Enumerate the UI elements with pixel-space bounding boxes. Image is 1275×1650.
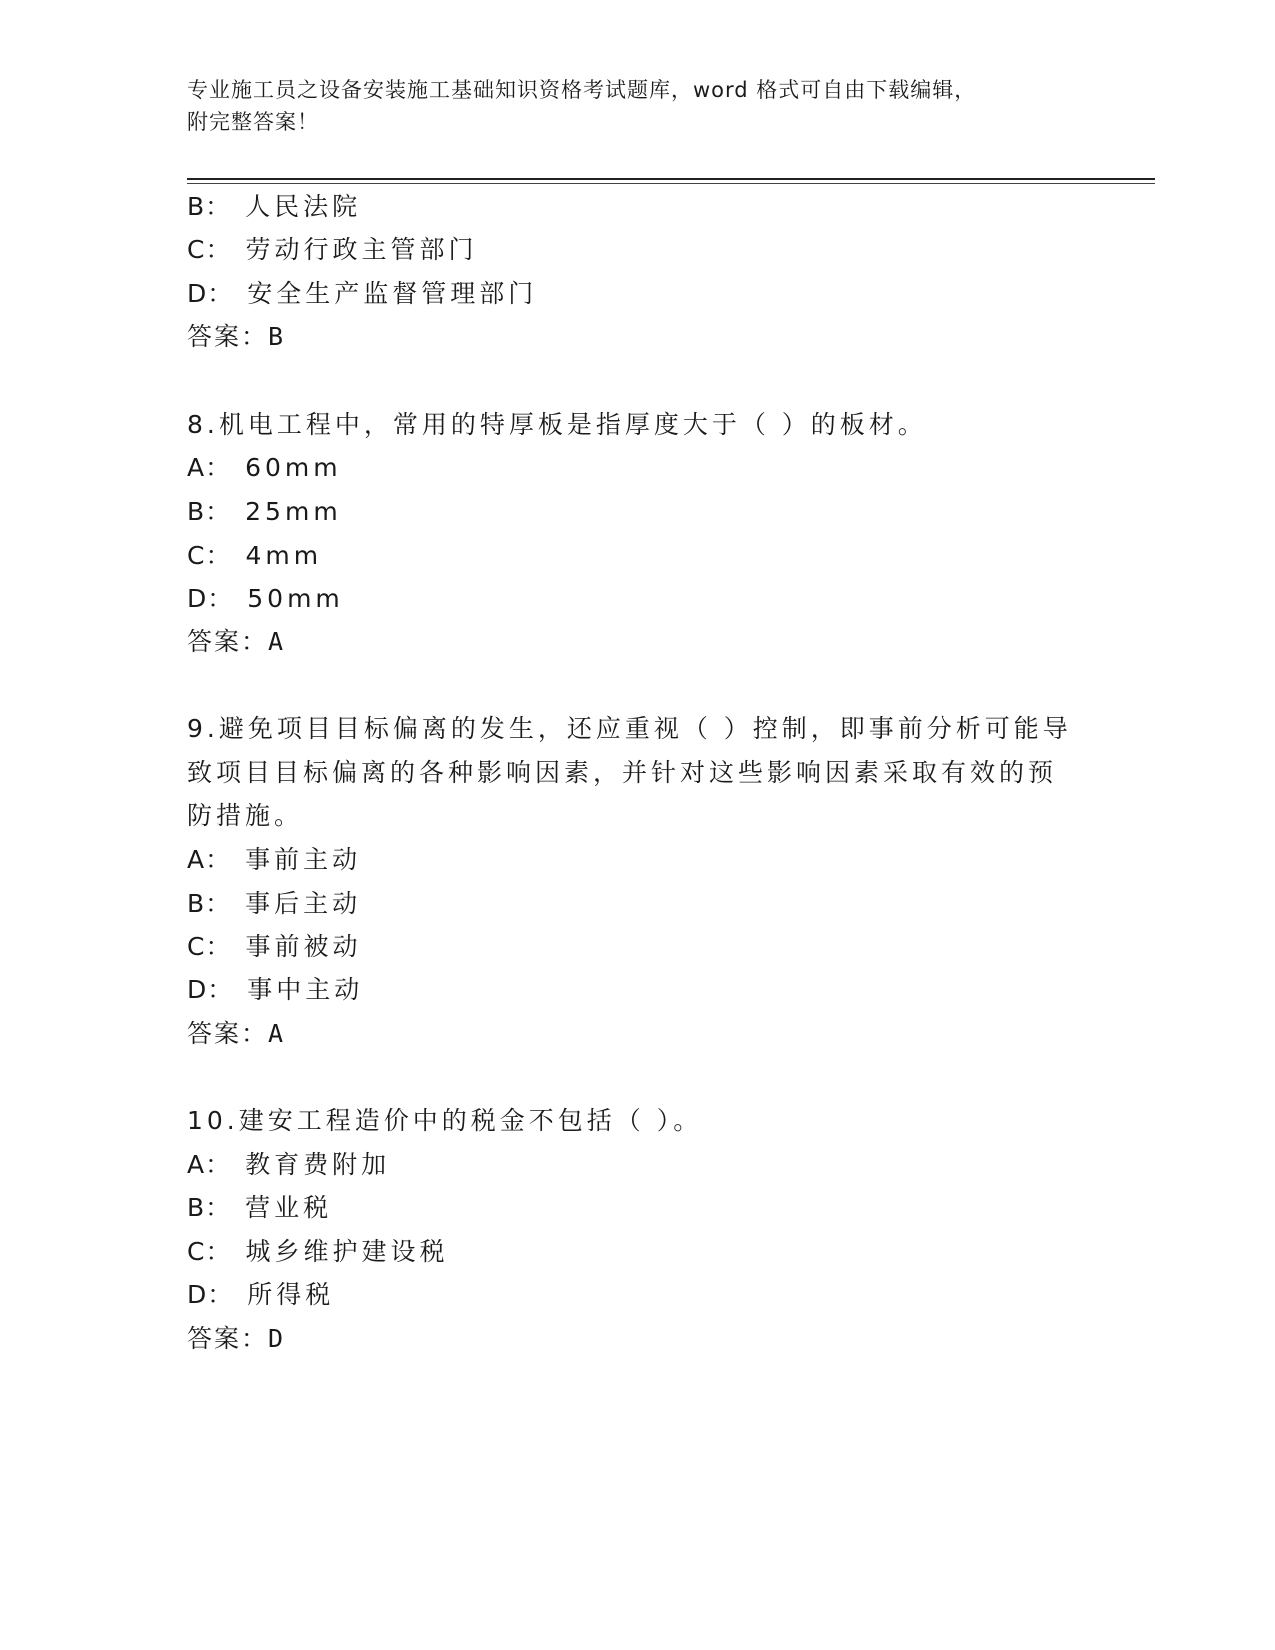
- option-text: 25mm: [245, 497, 342, 526]
- question-stem: 防措施。: [187, 801, 304, 830]
- question-stem: 致项目目标偏离的各种影响因素，并针对这些影响因素采取有效的预: [187, 758, 1058, 787]
- option-label: B：: [187, 192, 232, 221]
- option-row: [187, 1278, 334, 1312]
- page-header: [187, 74, 1087, 138]
- question-stem: 10.建安工程造价中的税金不包括（ ）。: [187, 1106, 703, 1135]
- option-label: C：: [187, 541, 232, 570]
- option-label: D：: [187, 584, 234, 613]
- option-text: 劳动行政主管部门: [245, 235, 478, 264]
- option-text: 事前主动: [245, 845, 362, 874]
- header-rule-thin: [187, 183, 1155, 184]
- answer-label: 答案：: [187, 1324, 269, 1353]
- option-label: B：: [187, 889, 232, 918]
- answer-value: A: [268, 627, 286, 656]
- option-row: [187, 451, 342, 485]
- option-text: 安全生产监督管理部门: [247, 279, 538, 308]
- option-label: C：: [187, 1237, 232, 1266]
- option-row: [187, 887, 361, 921]
- option-row: [187, 1148, 390, 1182]
- option-label: B：: [187, 1193, 232, 1222]
- question-stem: 8.机电工程中，常用的特厚板是指厚度大于（ ）的板材。: [187, 410, 927, 439]
- option-label: A：: [187, 453, 232, 482]
- option-label: D：: [187, 279, 234, 308]
- answer-row: [187, 1017, 285, 1051]
- option-row: [187, 1235, 448, 1269]
- answer-row: [187, 625, 285, 659]
- option-row: [187, 495, 342, 529]
- option-text: 人民法院: [245, 192, 362, 221]
- option-text: 事后主动: [245, 889, 362, 918]
- option-row: [187, 843, 361, 877]
- option-row: [187, 582, 344, 616]
- option-text: 教育费附加: [245, 1150, 391, 1179]
- option-text: 事中主动: [247, 975, 364, 1004]
- option-text: 60mm: [245, 453, 342, 482]
- option-row: [187, 277, 537, 311]
- answer-row: [187, 320, 285, 354]
- option-label: C：: [187, 932, 232, 961]
- option-row: [187, 1191, 332, 1225]
- answer-value: A: [268, 1019, 286, 1048]
- question-stem: 9.避免项目目标偏离的发生，还应重视（ ）控制，即事前分析可能导: [187, 714, 1072, 743]
- option-label: A：: [187, 845, 232, 874]
- answer-value: B: [268, 322, 286, 351]
- header-line-1: 专业施工员之设备安装施工基础知识资格考试题库，word 格式可自由下载编辑，: [187, 78, 977, 102]
- header-line-2: 附完整答案！: [187, 110, 319, 134]
- option-text: 事前被动: [245, 932, 362, 961]
- answer-row: [187, 1322, 285, 1356]
- option-row: [187, 233, 477, 267]
- option-text: 50mm: [247, 584, 344, 613]
- answer-label: 答案：: [187, 1019, 269, 1048]
- option-label: D：: [187, 1280, 234, 1309]
- header-rule-thick: [187, 178, 1155, 180]
- answer-label: 答案：: [187, 322, 269, 351]
- answer-label: 答案：: [187, 627, 269, 656]
- option-row: [187, 930, 361, 964]
- option-text: 所得税: [247, 1280, 335, 1309]
- option-text: 城乡维护建设税: [245, 1237, 449, 1266]
- option-label: A：: [187, 1150, 232, 1179]
- option-label: D：: [187, 975, 234, 1004]
- option-label: B：: [187, 497, 232, 526]
- option-row: [187, 973, 363, 1007]
- option-text: 营业税: [245, 1193, 333, 1222]
- answer-value: D: [268, 1324, 286, 1353]
- option-text: 4mm: [245, 541, 323, 570]
- option-row: [187, 190, 361, 224]
- option-row: [187, 539, 322, 573]
- option-label: C：: [187, 235, 232, 264]
